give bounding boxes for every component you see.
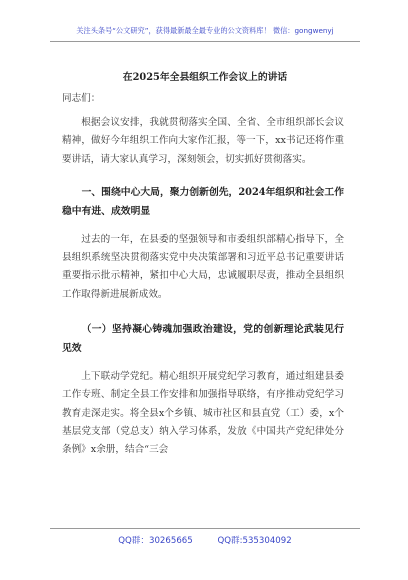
salutation: 同志们： — [62, 93, 101, 104]
footer — [50, 535, 360, 547]
footer-divider — [50, 528, 360, 529]
section-paragraph-1: 过去的一年，在县委的坚强领导和市委组织部精心指导下，全县组织系统坚决贯彻落实党中央决策部署和习近平总书记重要讲话重要指示批示精神，紧扣中心大局，忠诚履职尽责，推动全县组织工作取得新进展新成效。 — [62, 233, 344, 300]
intro-paragraph: 根据会议安排，我就贯彻落实全国、全省、全市组织部长会议精神，做好今年组织工作向大家作汇报，等一下，xx书记还将作重要讲话，请大家认真学习，深刻领会，切实抓好贯彻落实。 — [62, 117, 344, 165]
header-banner: 关注头条号“公文研究”，获得最新最全最专业的公文资料库！ 微信：gongwenyj — [76, 26, 334, 35]
footer-qq-group-1: QQ群：30265665 — [118, 536, 193, 546]
subsection-heading-1: （一）坚持凝心铸魂加强政治建设，党的创新理论武装见行见效 — [62, 324, 344, 355]
header-divider — [50, 41, 360, 42]
footer-qq-group-2: QQ群:535304092 — [217, 536, 292, 546]
subsection-paragraph-1: 上下联动学党纪。精心组织开展党纪学习教育，通过组建县委工作专班、制定全县工作安排和加强指导联络，有序推动党纪学习教育走深走实。将全县x个乡镇、城市社区和县直党（工）委，x个基层党支部（党总支）纳入学习体系，发放《中国共产党纪律处分条例》x余册，结合“三会 — [62, 371, 344, 456]
document-title: 在2025年全县组织工作会议上的讲话 — [122, 72, 288, 83]
section-heading-1: 一、围绕中心大局，聚力创新创先，2024年组织和社会工作稳中有进、成效明显 — [62, 186, 344, 217]
document-body — [62, 92, 344, 460]
